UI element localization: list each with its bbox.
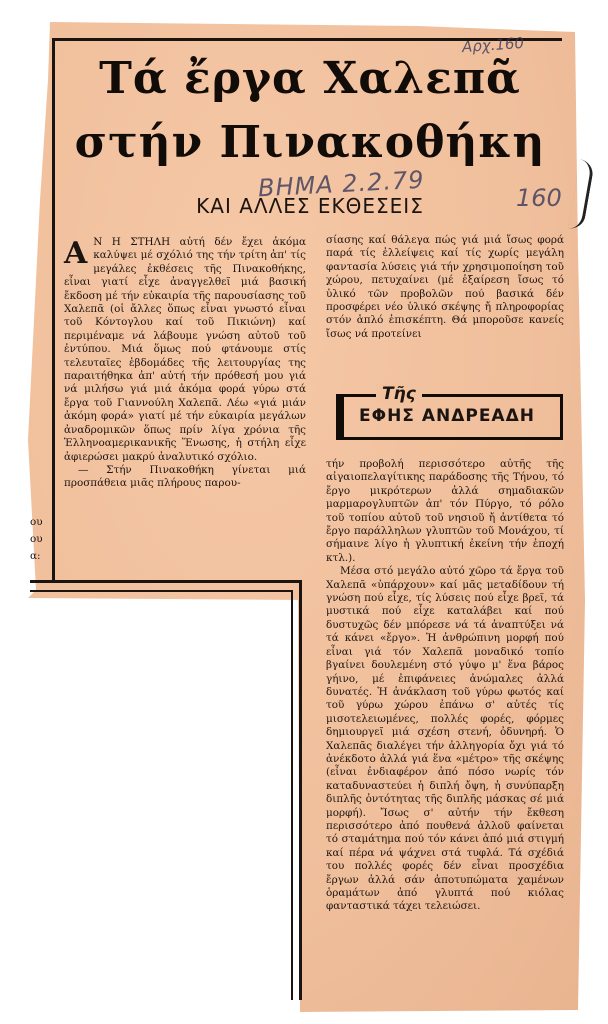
column-1-paragraph-1 bbox=[64, 236, 306, 464]
byline-box bbox=[336, 384, 558, 440]
frame-rule-middle-inner bbox=[291, 590, 293, 1000]
fragment-line: ου bbox=[30, 516, 43, 528]
article-subtitle: ΚΑΙ ΑΛΛΕΣ ΕΚΘΕΣΕΙΣ bbox=[196, 194, 424, 218]
article-column-2 bbox=[326, 234, 564, 341]
frame-rule-middle bbox=[299, 580, 302, 1000]
drop-cap: Α bbox=[64, 236, 88, 271]
handwritten-page-number: 160 bbox=[516, 184, 562, 212]
frame-rule-bottom bbox=[30, 580, 302, 583]
frame-rule-bottom-inner bbox=[30, 590, 292, 592]
column-1-paragraph-1-text: Ν Η ΣΤΗΛΗ αὐτή δέν ἔχει ἀκόμα καλύψει μέ σχόλιό της τήν τρίτη ἀπ' τίς μεγάλες ἐκθέσεις τῆς Πινακοθήκης, εἶναι γιατί εἶχε ἀναγγελθεῖ μιά βασική ἔκδοση μέ τήν εὐκαιρία τῆς παρουσίασης τοῦ Χαλεπᾶ (οἱ ἄλλες ὅπως εἶναι γνωστό εἶναι τοῦ Κόντογλου καί τοῦ Πικιώνη) καί περιμέναμε νά λάβουμε γνώση αὐτοῦ τοῦ ἐντύπου. Μιά ὅμως πού φτάνουμε στίς τελευταῖες ἑβδομάδες τῆς λειτουργίας της παραιτήθηκα ἀπ' αὐτή τήν πρόθεσή μου γιά νά μιλήσω γιά μιά ἀκόμα φορά γύρω στά ἔργα τοῦ Γιαννούλη Χαλεπᾶ. Λέω «γιά μιάν ἀκόμη φορά» γιατί μέ τήν εὐκαιρία μεγάλων ἀναδρομικῶν ὅπως πρίν λίγα χρόνια τῆς Ἑλληνοαμερικανικῆς Ἕνωσης, ἡ στήλη εἶχε ἀφιερώσει μακρύ ἀναλυτικό σχόλιο. bbox=[64, 236, 306, 463]
handwritten-date-note: ΒΗΜΑ 2.2.79 bbox=[257, 165, 426, 203]
byline-label: Τῆς bbox=[376, 384, 422, 404]
column-1-paragraph-2: — Στήν Πινακοθήκη γίνεται μιά προσπάθεια μιᾶς πλήρους παρου- bbox=[64, 463, 306, 490]
article-title-line-1: Τά ἔργα Χαλεπᾶ bbox=[99, 53, 521, 104]
column-2-paragraph-1: σίασης καί θάλεγα πώς γιά μιά ἴσως φορά παρά τίς ἐλλείψεις καί τίς χωρίς μεγάλη φαντασία λύσεις γιά τήν χρησιμοποίηση τοῦ χώρου, πετυχαίνει (μέ ἐξαίρεση ἴσως τό ὑλικό τῶν προβολῶν πού βασικά δέν προσφέρει νέο ὑλικό σκέψης ἤ πληροφορίας στόν ἁπλό ἐπισκέπτη. Θά μποροῦσε κανείς ἴσως νά προτείνει bbox=[326, 234, 564, 340]
frame-rule-left bbox=[52, 38, 55, 583]
fragment-line: α: bbox=[30, 550, 41, 562]
byline-author-name: ΕΦΗΣ ΑΝΔΡΕΑΔΗ bbox=[359, 406, 535, 426]
column-3-paragraph-1: τήν προβολή περισσότερο αὐτῆς τῆς αἰγαιοπελαγίτικης παράδοσης τῆς Τήνου, τό ἔργο μικρότερων ἀλλά σημαδιακῶν μαρμαρογλυπτῶν ἀπ' τόν Πύργο, τό ρόλο τοῦ τοπίου αὐτοῦ τοῦ νησιοῦ ἤ ἀντίθετα τό ἔργο παράλληλων γλυπτῶν τοῦ Μονάχου, τί σήμαινε λίγο ἡ γλυπτική ἐκείνη τήν ἐποχή κτλ.). bbox=[326, 458, 564, 564]
handwritten-archive-note: Αρχ.160 bbox=[461, 33, 525, 57]
fragment-line: ου bbox=[30, 533, 43, 545]
adjacent-article-fragment bbox=[30, 514, 43, 565]
article-title-line-2: στήν Πινακοθήκη bbox=[74, 117, 546, 168]
column-3-paragraph-2: Μέσα στό μεγάλο αὐτό χῶρο τά ἔργα τοῦ Χαλεπᾶ «ὑπάρχουν» καί μᾶς μεταδίδουν τή γνώση πού εἶχε, τίς λύσεις πού εἶχε βρεῖ, τά μυστικά πού εἶχε καταλάβει καί πού δυστυχῶς δέν μπόρεσε νά τά ἀναπτύξει νά τά κάνει «ἔργο». Ἡ ἀνθρώπινη μορφή πού εἶναι γιά τόν Χαλεπᾶ μοναδικό τοπίο βγαίνει δουλεμένη στό γύψο μ' ἕνα βάρος γήινο, μέ ἐπιφάνειες ἀνώμαλες ἀλλά δυνατές. Ἡ ἀνάκλαση τοῦ γύρω φωτός καί τοῦ γύρω χώρου ἐπάνω σ' αὐτές τίς μισοτελειωμένες, πολλές φορές, φόρμες δημιουργεῖ μιά σχέση στενή, ὀδυνηρή. Ὁ Χαλεπᾶς διαλέγει τήν ἀλληγορία ὄχι γιά τό ἀνέκδοτο ἀλλά γιά ἕνα «μέτρο» τῆς σκέψης (εἶναι ἐνδιαφέρον ἀπό πόσο νωρίς τόν καταδυναστεύει ἡ διπλή ὄψη, ἡ συνύπαρξη διπλῆς ὀντότητας τῆς διπλῆς μάσκας σέ μιά μορφή). Ἴσως σ' αὐτήν τήν ἔκθεση περισσότερο ἀπό πουθενά ἀλλοῦ φαίνεται τό σταμάτημα πού τόν κάνει ἀπό μιά στιγμή καί πέρα νά ψάχνει στά τυφλά. Τά σχέδιά του πολλές φορές δέν εἶναι προσχέδια ἔργων ἀλλά σάν ἀποτυπώματα χαμένων ὁραμάτων ἀπό γλυπτά πού κιόλας φανταστικά τάχει τελειώσει. bbox=[326, 565, 564, 913]
article-column-1 bbox=[64, 236, 306, 491]
article-column-3 bbox=[326, 458, 564, 914]
